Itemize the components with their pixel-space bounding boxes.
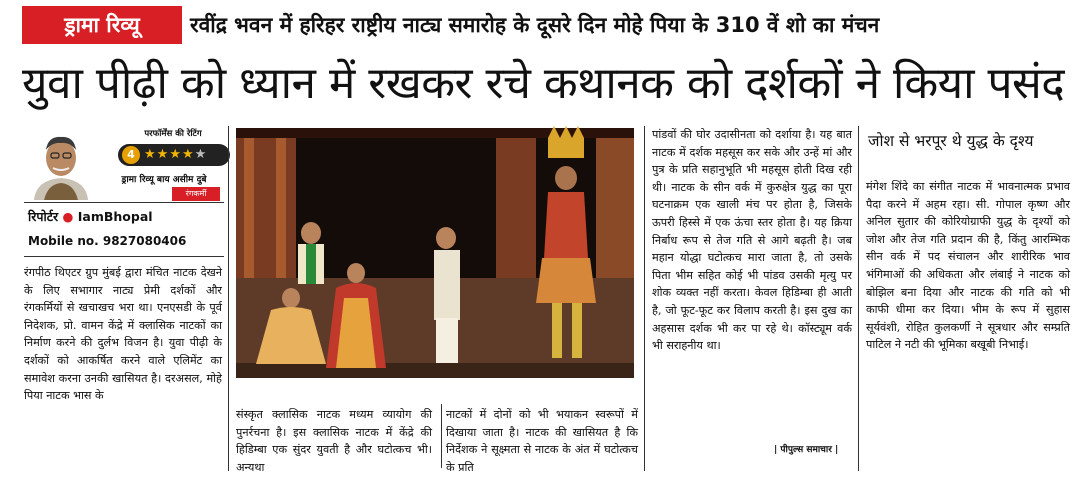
- photo-credit: | पीपुल्स समाचार |: [774, 445, 839, 455]
- star-icon: ★: [181, 147, 195, 162]
- article-column-5: [866, 178, 1070, 470]
- headline: युवा पीढ़ी को ध्यान में रखकर रचे कथानक को दर्शकों ने किया पसंद: [22, 58, 1065, 109]
- column-divider: [644, 126, 645, 471]
- section-kicker: ड्रामा रिव्यू: [22, 6, 182, 44]
- divider: [24, 256, 224, 257]
- stage-photo: [236, 128, 634, 378]
- article-column-4: [652, 126, 852, 440]
- star-icon: ★: [144, 147, 157, 162]
- reporter-name: IamBhopal: [77, 209, 153, 224]
- star-icon: ★: [156, 147, 170, 162]
- divider: [24, 202, 224, 203]
- column-divider: [858, 126, 859, 471]
- star-icon: ★: [169, 147, 182, 162]
- rating-score: 4: [122, 146, 140, 164]
- reviewer-role-badge: रंगकर्मी: [172, 187, 220, 201]
- article-text: नाटकों में दोनों को भी भयाकन स्वरूपों में दिखाया जाता है। नाटक की खासियत है कि निर्देशक ने सूक्ष्मता से नाटक के अंत में घटोत्कच के प्रति: [446, 408, 638, 474]
- reporter-line: [28, 208, 153, 225]
- subheadline: रवींद्र भवन में हरिहर राष्ट्रीय नाट्य समारोह के दूसरे दिन मोहे पिया के 310 वें शो का मंचन: [190, 13, 880, 37]
- article-column-3: [446, 406, 638, 474]
- rating-stars: [144, 147, 228, 163]
- bullet-icon: ●: [62, 209, 74, 224]
- article-column-1: [24, 264, 222, 470]
- review-byline: ड्रामा रिव्यू बाय असीम दुबे: [121, 175, 207, 185]
- rating-title: परफॉर्मेंस की रेटिंग: [144, 129, 202, 139]
- column-divider: [441, 404, 442, 468]
- reporter-label: रिपोर्टर: [28, 209, 59, 224]
- article-text: संस्कृत क्लासिक नाटक मध्यम व्यायोग की पुनर्रचना है। इस क्लासिक नाटक में केंद्रे की हिडिम्बा एक सुंदर युवती है और घटोत्कच भी। अन्यथा: [236, 408, 432, 474]
- mobile-number: 9827080406: [102, 234, 187, 248]
- star-icon: ★: [194, 147, 208, 162]
- mobile-label: Mobile no.: [28, 234, 99, 248]
- article-column-2: [236, 406, 432, 474]
- reviewer-photo: [26, 128, 96, 200]
- article-text: पांडवों की घोर उदासीनता को दर्शाया है। यह बात नाटक में दर्शक महसूस कर सके और उन्हें मां और पुत्र के प्रति सहानुभूति भी महसूस होती दिख रही थी। नाटक के सीन वर्क में कुरुक्षेत्र युद्ध का पूरा घटनाक्रम एक खाली मंच पर होता है, जिसके ऊपरी हिस्से में एक ऊंचा स्तर होता है। यह क्रिया निर्बाध रूप से तेज गति से आगे बढ़ती है। जब महान योद्धा घटोत्कच मारा जाता है, तो उसके पिता भीम सहित कोई भी पांडव उसकी मृत्यु पर शोक व्यक्त नहीं करता। केवल हिडिम्बा ही आती है, जो फूट-फूट कर विलाप करती है। इस दुख का अहसास दर्शक भी कर पा रहे थे। कॉस्ट्यूम वर्क भी सराहनीय था।: [652, 128, 852, 353]
- sidebar-heading: जोश से भरपूर थे युद्ध के दृश्य: [868, 132, 1034, 150]
- mobile-line: [28, 234, 186, 248]
- article-text: मंगेश शिंदे का संगीत नाटक में भावनात्मक प्रभाव पैदा करने में अहम रहा। सी. गोपाल कृष्ण और अनिल सुतार की कोरियोग्राफी युद्ध के दृश्यों को जोश और तेज गति प्रदान की है, किंतु आरम्भिक सीन वर्क में पद संचालन और शारीरिक भाव भंगिमाओं की अधिकता और लंबाई ने नाटक को बोझिल बना दिया और नाटक की गति को भी काफी धीमा कर दिया। भीम के रूप में सुहास सूर्यवंशी, रोहित कुलकर्णी ने सूत्रधार और सम्प्रति पाटिल ने नटी की भूमिका बखूबी निभाई।: [866, 180, 1070, 352]
- article-text: रंगपीठ थिएटर ग्रुप मुंबई द्वारा मंचित नाटक देखने के लिए सभागार नाट्य प्रेमी दर्शकों और रंगकर्मियों से खचाखच भरा था। एनएसडी के पूर्व निदेशक, प्रो. वामन केंद्रे में क्लासिक नाटकों का निर्माण करने की दुर्लभ विजन है। युवा पीढ़ी के दर्शकों को आकर्षित करने वाले एलिमेंट का समावेश करना उनकी खासियत है। दरअसल, मोहे पिया नाटक भास के: [24, 266, 222, 403]
- column-divider: [228, 126, 229, 471]
